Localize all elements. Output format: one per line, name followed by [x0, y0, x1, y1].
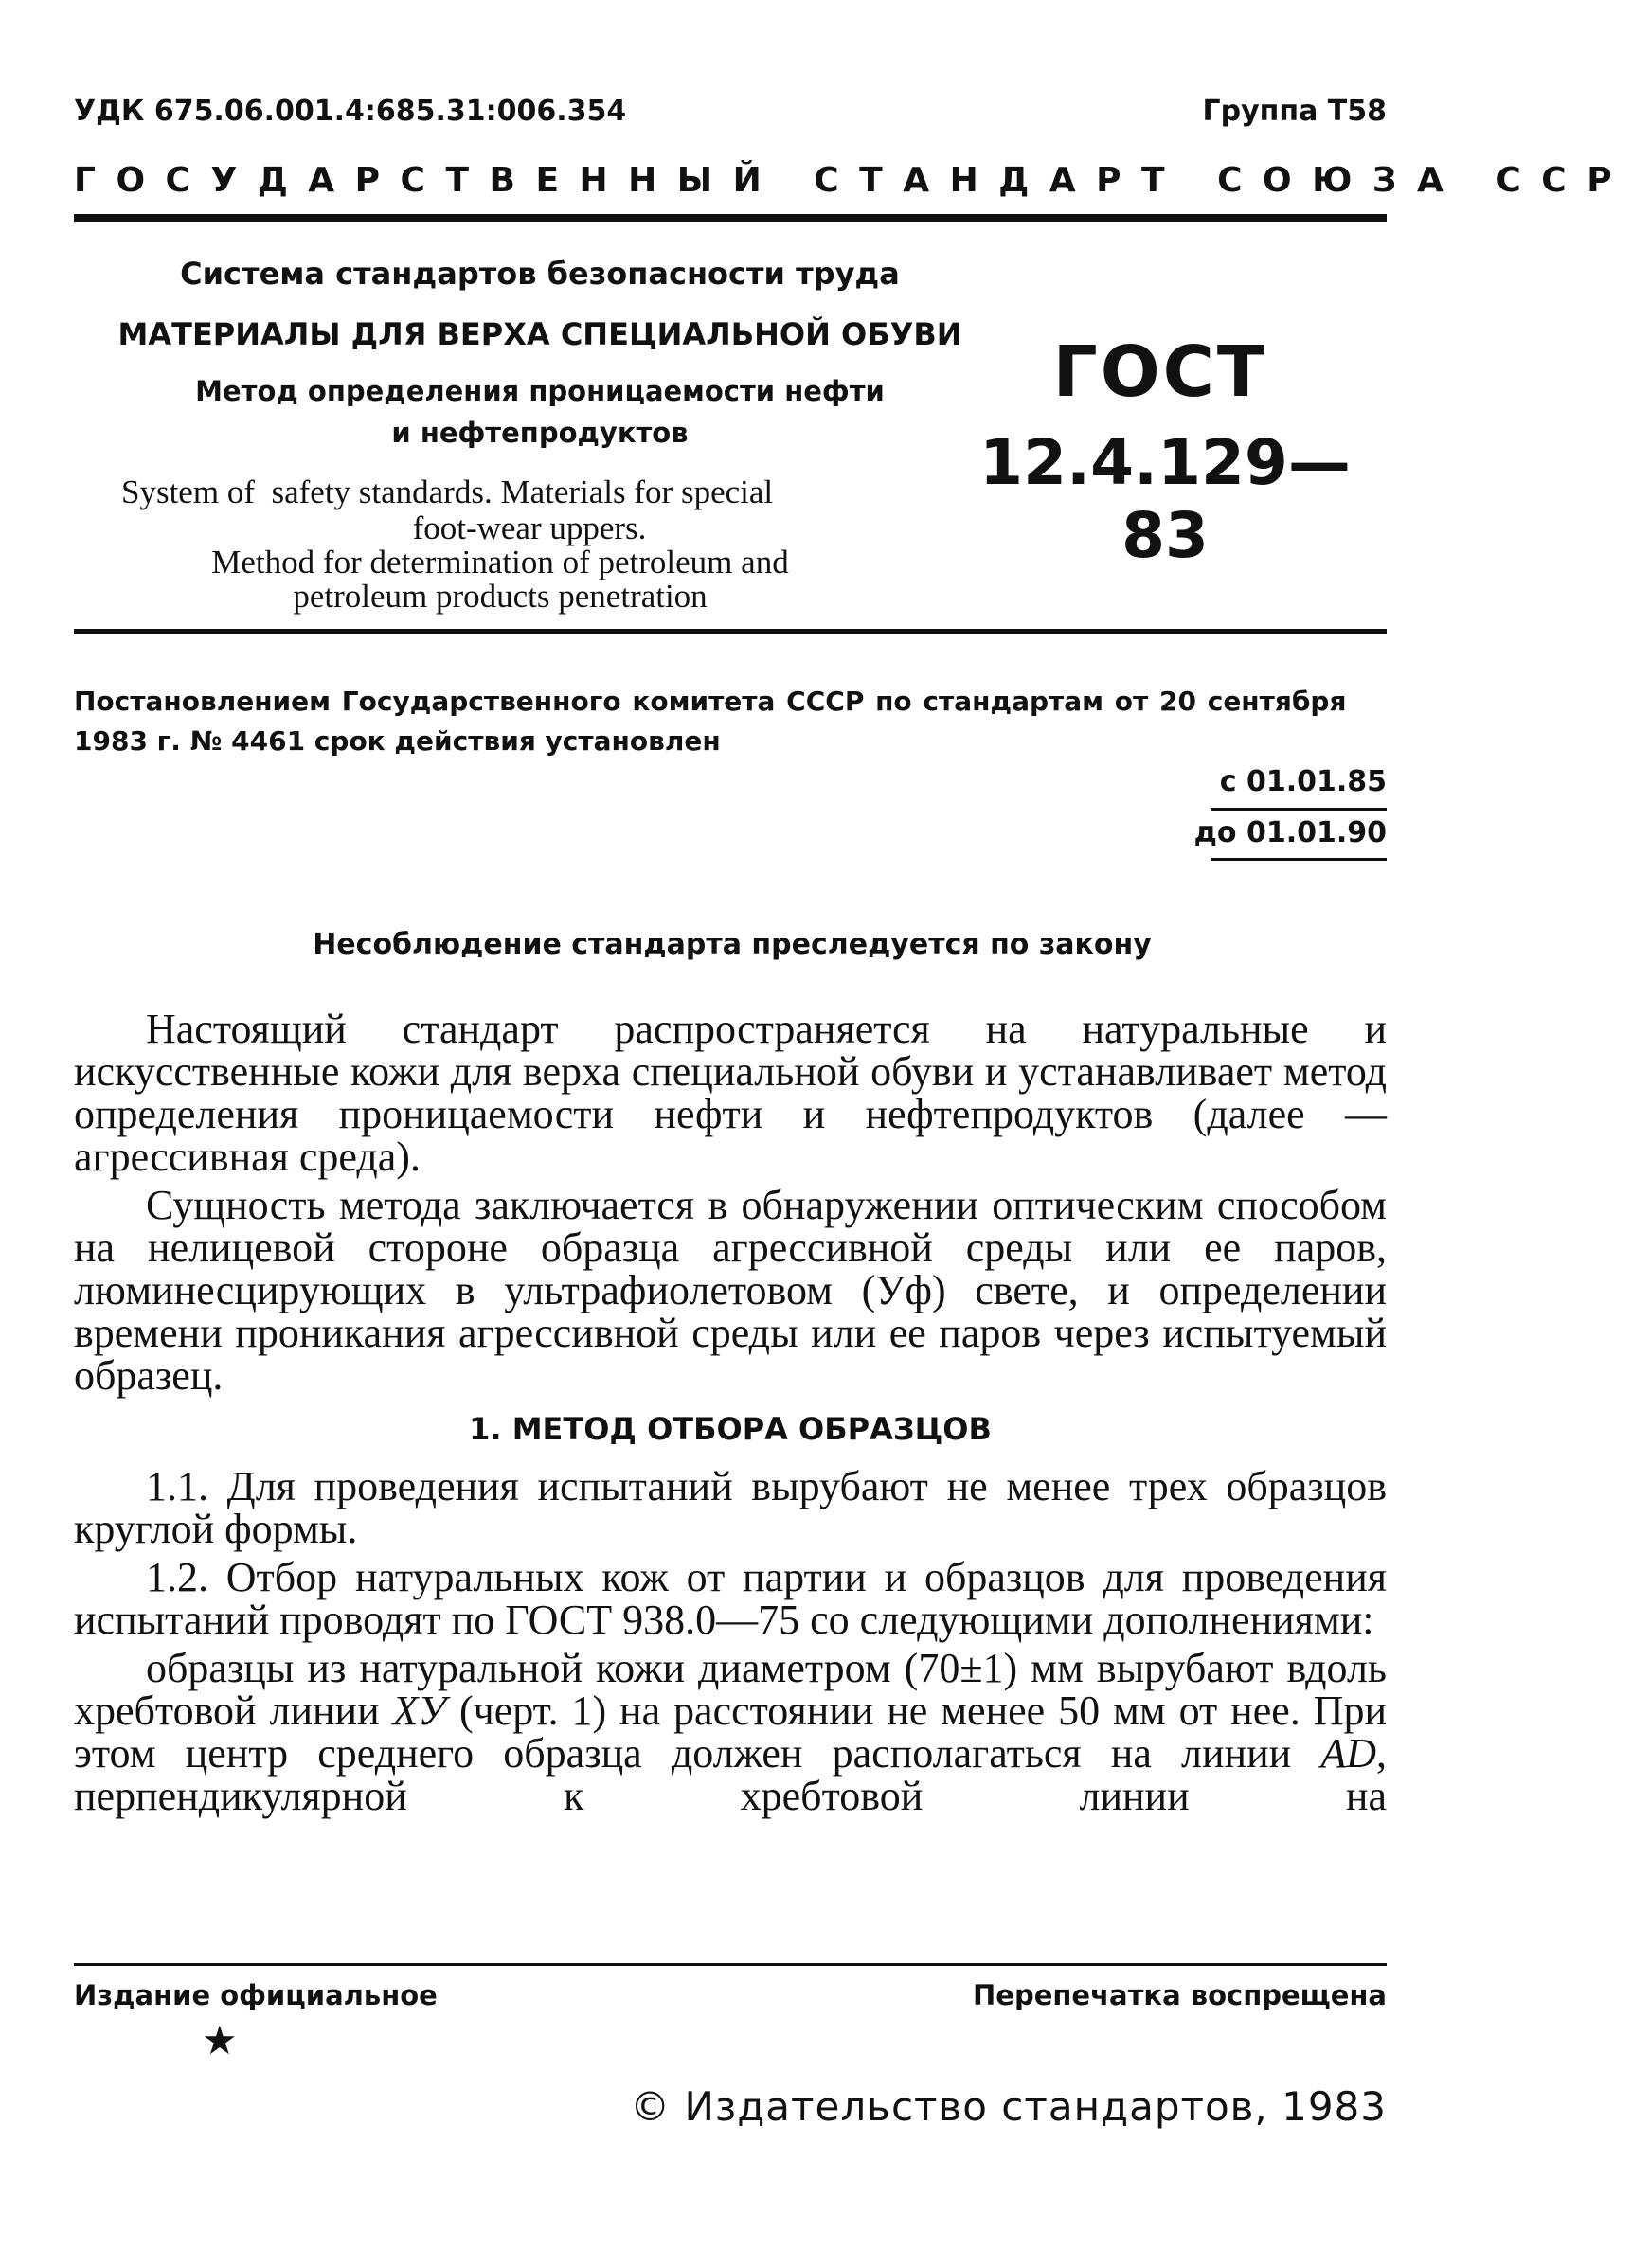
header-rule [74, 214, 1387, 222]
group-code: Группа Т58 [1202, 95, 1387, 128]
section-1-heading: 1. МЕТОД ОТБОРА ОБРАЗЦОВ [469, 1411, 992, 1447]
validity-to: до 01.01.90 [1193, 816, 1387, 849]
system-title: Система стандартов безопасности труда [180, 256, 900, 292]
subtitle-line-1: Метод определения проницаемости нефти [195, 375, 885, 407]
reprint-prohibited-label: Перепечатка воспрещена [973, 1979, 1387, 2011]
gost-number: 12.4.129—83 [979, 426, 1351, 572]
validity-from: с 01.01.85 [1219, 765, 1387, 798]
english-title-line-2: foot-wear uppers. [412, 509, 647, 546]
clause-1-2: 1.2. Отбор натуральных кож от партии и образцов для проведения испытаний проводят по ГОСТ 938.0—75 со следующими дополнениями: [74, 1554, 1387, 1643]
document-title: МАТЕРИАЛЫ ДЛЯ ВЕРХА СПЕЦИАЛЬНОЙ ОБУВИ [117, 316, 962, 352]
body-text-block [74, 1008, 1387, 1823]
subtitle-line-2: и нефтепродуктов [391, 417, 689, 449]
clause-1-2-text-c: , перпендикулярной к хребтовой линии на [74, 1730, 1387, 1819]
english-title-line-3: Method for determination of petroleum and [211, 544, 789, 580]
line-ad-label: AD [1320, 1730, 1376, 1777]
decree-line-1: Постановлением Государственного комитета СССР по стандартам от 20 сентября [74, 686, 1347, 717]
clause-1-2-text-a: образцы из натуральной кожи диаметром (70±1) мм вырубают вдоль хребтовой линии [74, 1645, 1387, 1734]
decree-line-2: 1983 г. № 4461 срок действия установлен [74, 725, 721, 757]
legal-notice: Несоблюдение стандарта преследуется по закону [313, 928, 1152, 961]
english-title-line-1: System of safety standards. Materials for special [121, 473, 774, 510]
title-block-rule [74, 629, 1387, 634]
udk-code: УДК 675.06.001.4:685.31:006.354 [74, 95, 627, 128]
clause-1-2-text-b: (черт. 1) на расстоянии не менее 50 мм от нее. При этом центр среднего образца должен располагаться на линии [74, 1688, 1387, 1777]
publisher-copyright: © Издательство стандартов, 1983 [630, 2083, 1387, 2130]
state-standard-banner: ГОСУДАРСТВЕННЫЙ СТАНДАРТ СОЮЗА ССР [74, 161, 1632, 200]
method-essence-paragraph: Сущность метода заключается в обнаружении оптическим способом на нелицевой стороне образца агрессивной среды или ее паров, люминесцирующих в ультрафиолетовом (Уф) свете, и определении времени проникания агрессивной среды или ее паров через испытуемый образец. [74, 1182, 1387, 1399]
line-xy-label: ХУ [392, 1688, 447, 1734]
star-icon: ★ [202, 2017, 238, 2063]
validity-rule-2 [1211, 858, 1387, 861]
clause-1-1: 1.1. Для проведения испытаний вырубают не менее трех образцов круглой формы. [74, 1463, 1387, 1552]
clause-1-2-addition [74, 1647, 1387, 1817]
validity-rule-1 [1211, 808, 1387, 811]
intro-paragraph: Настоящий стандарт распространяется на натуральные и искусственные кожи для верха специальной обуви и устанавливает метод определения проницаемости нефти и нефтепродуктов (далее — агрессивная среда). [74, 1006, 1387, 1180]
gost-label: ГОСТ [1052, 331, 1268, 413]
footer-rule [74, 1963, 1387, 1966]
official-edition-label: Издание официальное [74, 1979, 438, 2011]
english-title-line-4: petroleum products penetration [293, 578, 708, 615]
